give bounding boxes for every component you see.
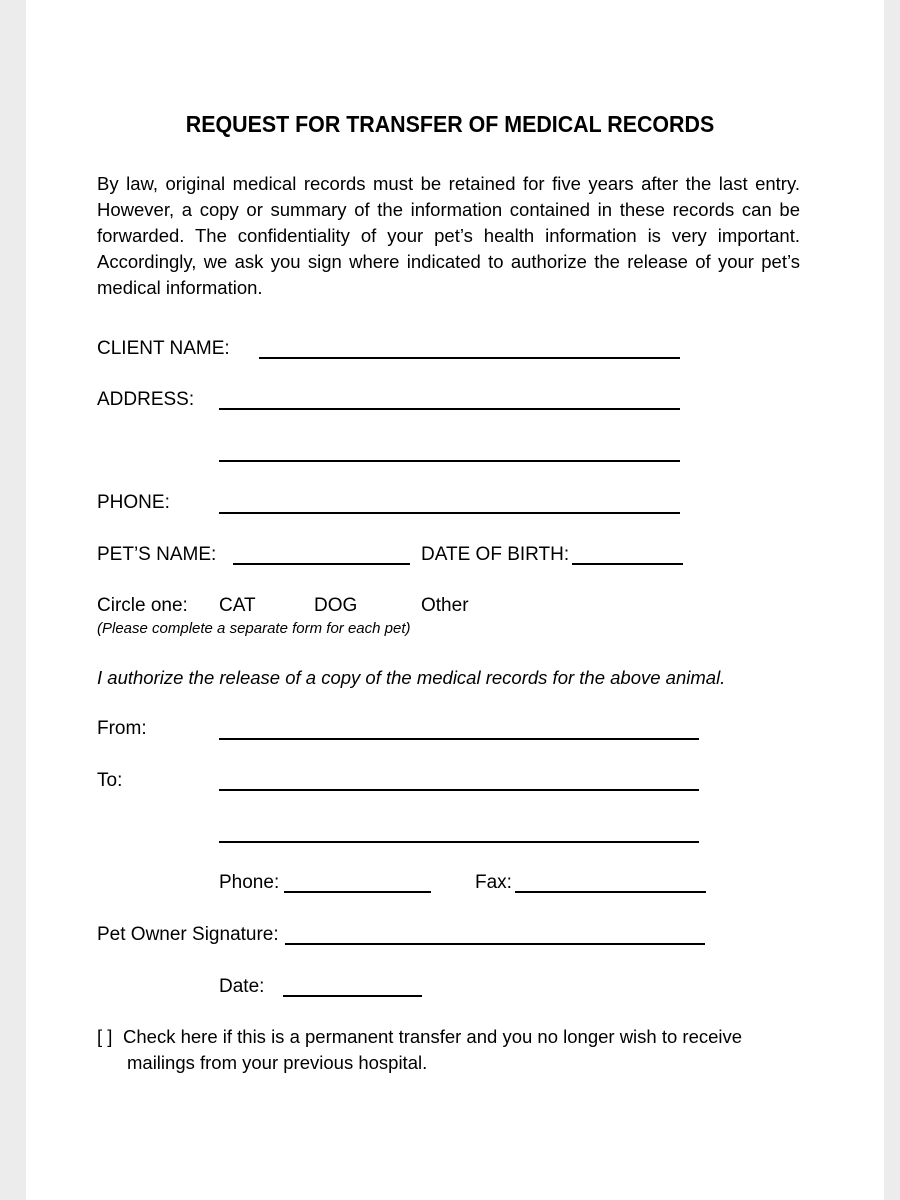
circle-one-label: Circle one: — [97, 595, 188, 616]
option-dog[interactable]: DOG — [314, 595, 358, 616]
address-field-line-1[interactable] — [219, 408, 680, 410]
date-field[interactable] — [283, 995, 422, 997]
separate-form-note: (Please complete a separate form for each pet) — [97, 620, 411, 637]
address-field-line-2[interactable] — [219, 460, 680, 462]
from-field[interactable] — [219, 738, 699, 740]
permanent-transfer-text-line-2: mailings from your previous hospital. — [127, 1052, 428, 1073]
intro-paragraph: By law, original medical records must be retained for five years after the last entry. However, a copy or summary of the information contained in these records can be forwarded. The confidentiality of your pet’s health information is very important. Accordingly, we ask you sign where indicated to authorize the release of your pet’s medical information. — [97, 173, 800, 298]
option-cat[interactable]: CAT — [219, 595, 256, 616]
to-label: To: — [97, 770, 123, 791]
signature-label: Pet Owner Signature: — [97, 924, 279, 945]
pet-name-label: PET’S NAME: — [97, 544, 217, 565]
fax-label: Fax: — [475, 872, 512, 893]
pet-name-field[interactable] — [233, 563, 410, 565]
authorization-statement: I authorize the release of a copy of the medical records for the above animal. — [97, 667, 726, 688]
to-phone-field[interactable] — [284, 891, 431, 893]
client-name-label: CLIENT NAME: — [97, 338, 230, 359]
date-of-birth-field[interactable] — [572, 563, 683, 565]
permanent-transfer-checkbox[interactable]: [ ] — [97, 1026, 113, 1047]
fax-field[interactable] — [515, 891, 706, 893]
phone-label: PHONE: — [97, 492, 170, 513]
client-name-field[interactable] — [259, 357, 680, 359]
form-title: REQUEST FOR TRANSFER OF MEDICAL RECORDS — [185, 111, 715, 137]
from-label: From: — [97, 718, 147, 739]
to-field-line-2[interactable] — [219, 841, 699, 843]
phone-field[interactable] — [219, 512, 680, 514]
address-label: ADDRESS: — [97, 389, 195, 410]
permanent-transfer-text-line-1: Check here if this is a permanent transfer and you no longer wish to receive — [123, 1026, 743, 1047]
date-label: Date: — [219, 976, 265, 997]
to-field-line-1[interactable] — [219, 789, 699, 791]
signature-field[interactable] — [285, 943, 705, 945]
option-other[interactable]: Other — [421, 595, 469, 616]
to-phone-label: Phone: — [219, 872, 280, 893]
date-of-birth-label: DATE OF BIRTH: — [421, 544, 570, 565]
